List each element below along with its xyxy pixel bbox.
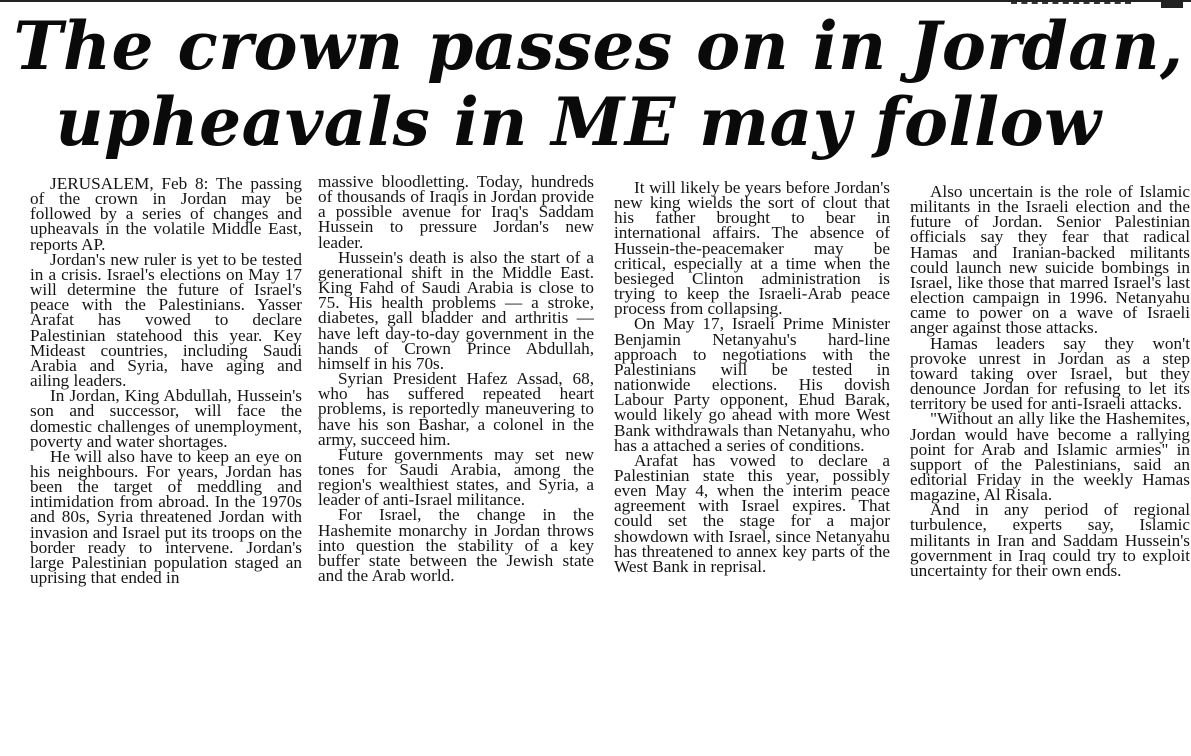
headline-line-1: The crown passes on in Jordan,: [13, 7, 1184, 85]
article-paragraph: Also uncertain is the role of Islamic militants in the Israeli election and the future of Jordan. Senior Palestinian officials say they fear that radical Hamas and Iranian-backed militants could launch new suicide bombings in Israel, like those that marred Israel's last election campaign in 1996. Netanyahu came to power on a wave of Israeli anger against those attacks.: [910, 184, 1190, 338]
top-rule: [0, 0, 1191, 7]
article-column-4: [910, 184, 1190, 756]
article-paragraph: Future governments may set new tones for Saudi Arabia, among the region's wealthiest states, and Syria, a leader of anti-Israel militance.: [318, 444, 594, 510]
article-paragraph: And in any period of regional turbulence, experts say, Islamic militants in Iran and Saddam Hussein's government in Iraq could try to exploit uncertainty for their own ends.: [910, 500, 1190, 580]
article-paragraph: He will also have to keep an eye on his neighbours. For years, Jordan has been the target of meddling and intimidation from abroad. In the 1970s and 80s, Syria threatened Jordan with invasion and Israel put its troops on the border ready to intervene. Jordan's large Palestinian population staged an uprising that ended in: [30, 446, 302, 588]
headline: [0, 8, 1191, 160]
article-paragraph: Hussein's death is also the start of a generational shift in the Middle East. King Fahd of Saudi Arabia is close to 75. His health problems — a stroke, diabetes, gall bladder and arthritis — have left day-to-day government in the hands of Crown Prince Abdullah, himself in his 70s.: [318, 247, 594, 373]
article-paragraph: massive bloodletting. Today, hundreds of thousands of Iraqis in Jordan provide a possible avenue for Iraq's Saddam Hussein to pressure Jordan's new leader.: [318, 174, 594, 252]
article-paragraph: It will likely be years before Jordan's new king wields the sort of clout that his father brought to bear in international affairs. The absence of Hussein-the-peacemaker may be critical, especially at a time when the besieged Clinton administration is trying to keep the Israeli-Arab peace process from collapsing.: [614, 180, 890, 319]
article-body: [30, 176, 1190, 748]
article-paragraph: Syrian President Hafez Assad, 68, who has suffered repeated heart problems, is reportedly maneuvering to have his son Bashar, a colonel in the army, succeed him.: [318, 369, 594, 449]
article-paragraph: Hamas leaders say they won't provoke unrest in Jordan as a step toward taking over Israel, but they denounce Jordan for refusing to let its territory be used for anti-Israeli attacks.: [910, 333, 1190, 414]
article-column-2: [318, 174, 594, 746]
headline-line-2: upheavals in ME may follow: [55, 83, 1102, 161]
article-paragraph: Arafat has vowed to declare a Palestinian state this year, possibly even May 4, when the interim peace agreement with Israel expires. That could set the stage for a major showdown with Israel, since Netanyahu has threatened to annex key parts of the West Bank in reprisal.: [614, 450, 890, 576]
article-paragraph: In Jordan, King Abdullah, Hussein's son and successor, will face the domestic challenges of unemployment, poverty and water shortages.: [30, 386, 302, 451]
article-paragraph: On May 17, Israeli Prime Minister Benjamin Netanyahu's hard-line approach to negotiations with the Palestinians will be tested in nationwide elections. His dovish Labour Party opponent, Ehud Barak, would likely go ahead with more West Bank withdrawals than Netanyahu, who has a attached a series of conditions.: [614, 314, 890, 455]
article-column-1: [30, 176, 302, 748]
article-paragraph: Jordan's new ruler is yet to be tested in a crisis. Israel's elections on May 17 will determine the future of Israel's peace with the Palestinians. Yasser Arafat has vowed to declare Palestinian statehood this year. Key Mideast countries, including Saudi Arabia and Syria, have aging and ailing leaders.: [30, 249, 302, 391]
article-paragraph: For Israel, the change in the Hashemite monarchy in Jordan throws into question the stability of a key buffer state between the Jewish state and the Arab world.: [318, 505, 594, 586]
article-paragraph: JERUSALEM, Feb 8: The passing of the crown in Jordan may be followed by a series of changes and upheavals in the volatile Middle East, reports AP.: [30, 176, 302, 254]
article-paragraph: "Without an ally like the Hashemites, Jordan would have become a rallying point for Arab and Islamic armies" in support of the Palestinians, said an editorial Friday in the weekly Hamas magazine, Al Risala.: [910, 409, 1190, 505]
article-column-3: [614, 180, 890, 752]
